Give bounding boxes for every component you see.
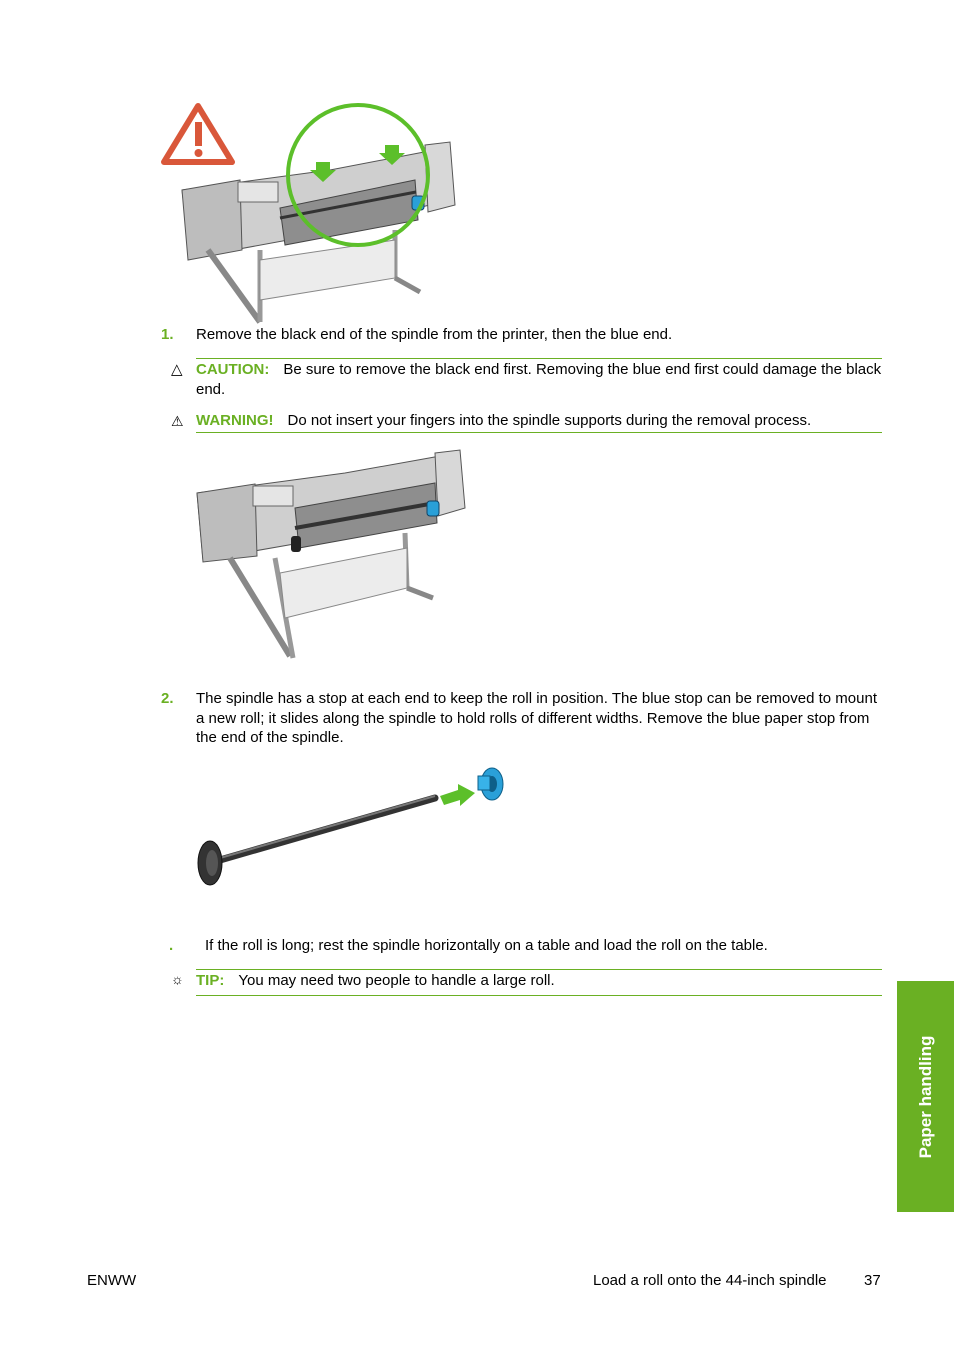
caution-text: Be sure to remove the black end first. Removing the blue end first could damage the black end. — [196, 361, 882, 398]
figure-spindle — [190, 760, 510, 890]
caution-triangle-icon: △ — [171, 361, 183, 378]
figure-printer-warning — [160, 100, 470, 325]
hazard-warning-icon — [164, 106, 232, 162]
footer-left: ENWW — [87, 1272, 137, 1289]
tip-note — [196, 969, 882, 996]
step-number: 2. — [161, 690, 174, 707]
chapter-side-tab — [897, 981, 954, 1212]
caution-label: CAUTION: — [196, 361, 270, 378]
caution-note — [196, 358, 882, 399]
footer-title: Load a roll onto the 44-inch spindle — [593, 1272, 827, 1289]
warning-label: WARNING! — [196, 412, 274, 429]
step-number: . — [169, 937, 174, 954]
step-number: 1. — [161, 326, 174, 343]
step-text: If the roll is long; rest the spindle horizontally on a table and load the roll on the table. — [205, 937, 768, 954]
spindle-illustration — [198, 768, 503, 885]
step-text: The spindle has a stop at each end to keep the roll in position. The blue stop can be removed to mount a new roll; it slides along the spindle to hold rolls of different widths. Remove the blue paper stop from the end of the spindle. — [196, 690, 877, 746]
step-text: Remove the black end of the spindle from the printer, then the blue end. — [196, 326, 673, 343]
lightbulb-icon: ☼ — [171, 971, 184, 987]
tip-label: TIP: — [196, 972, 225, 989]
warning-text: Do not insert your fingers into the spindle supports during the removal process. — [287, 412, 812, 429]
warning-triangle-icon: ⚠ — [171, 413, 184, 429]
figure-printer — [195, 448, 470, 668]
chapter-tab-label: Paper handling — [915, 1035, 935, 1158]
printer-illustration — [182, 105, 455, 322]
warning-note — [196, 411, 882, 433]
printer-illustration — [197, 450, 465, 658]
tip-text: You may need two people to handle a large roll. — [238, 972, 555, 989]
page-number: 37 — [864, 1272, 881, 1289]
